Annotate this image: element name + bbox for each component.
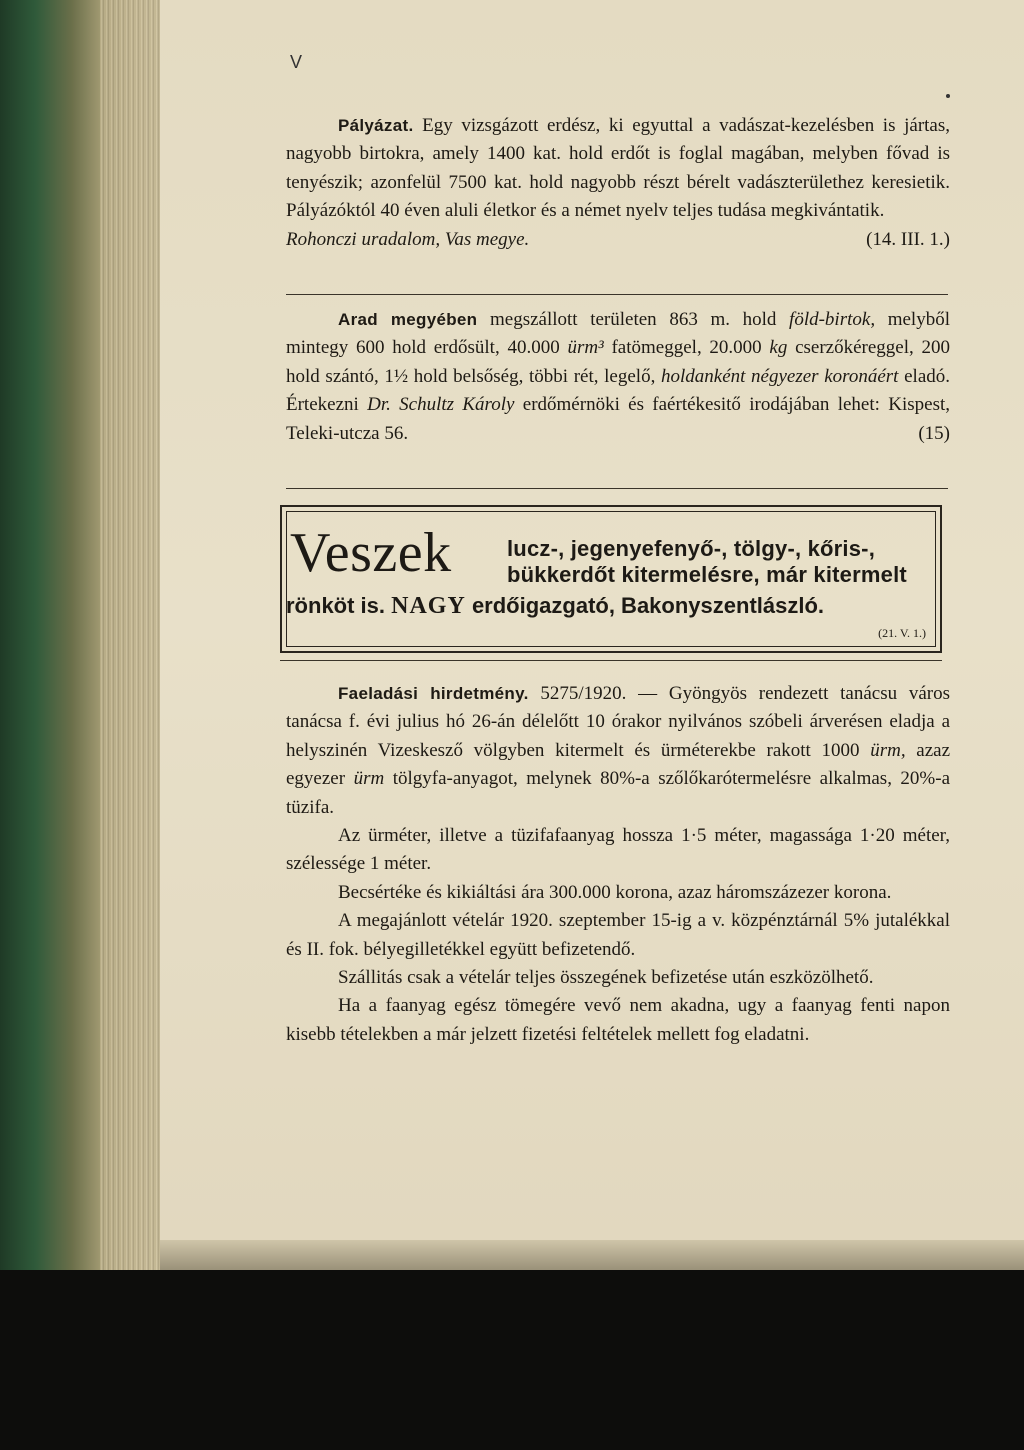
notice-palyazat xyxy=(286,112,950,254)
notice-arad-body-6: erdőmérnöki és faértékesitő irodájában lehet: Kispest, Teleki-utcza 56. xyxy=(286,394,950,444)
notice-faeladas-p1 xyxy=(286,680,950,822)
advert-line-1: lucz-, jegenyefenyő-, tölgy-, kőris-, xyxy=(507,536,876,561)
notice-faeladas-unit-1: ürm, xyxy=(870,739,906,761)
notice-faeladas-p2: Az ürméter, illetve a tüzifafaanyag hossza 1·5 méter, magassága 1·20 méter, szélessége 1 méter. xyxy=(286,825,950,875)
notice-palyazat-body: Egy vizsgázott erdész, ki egyuttal a vadászat-kezelésben is jártas, nagyobb birtokra, amely 1400 kat. hold erdőt is foglal magában, melyben fővad is tenyészik; azonfelül 7500 kat. hold nagyobb részt bérelt vadászterülethez keresietik. Pályázóktól 40 éven aluli életkor és a német nyelv teljes tudása megkivántatik. xyxy=(286,115,950,222)
notice-arad-contact-name: Dr. Schultz Károly xyxy=(367,394,515,416)
advert-line-3-start: rönköt is. xyxy=(286,593,386,618)
notice-faeladas-p6: Ha a faanyag egész tömegére vevő nem akadna, ugy a faanyag fenti napon kisebb tételekben a már jelzett fizetési feltételek mellett fog eladatni. xyxy=(286,995,950,1045)
notice-palyazat-lead: Pályázat. xyxy=(338,116,414,135)
notice-arad-date: (15) xyxy=(918,422,950,444)
notice-arad-unit-1: ürm³ xyxy=(567,337,604,359)
page-stack xyxy=(100,0,160,1270)
notice-arad-term: föld-birtok, xyxy=(789,309,876,330)
notice-arad-body-4: cserzőkéreggel, 200 hold szántó, 1½ hold belsőség, többi rét, legelő, xyxy=(286,337,951,387)
notice-arad-body-5: eladó. Értekezni xyxy=(286,365,951,416)
notice-faeladas-unit-2: ürm xyxy=(353,768,385,790)
notice-faeladas-lead: Faeladási hirdetmény. xyxy=(338,684,529,703)
page-marker: V xyxy=(290,52,303,72)
notice-palyazat-date: (14. III. 1.) xyxy=(866,228,950,250)
notice-faeladas-p5: Szállitás csak a vételár teljes összegének befizetése után eszközölhető. xyxy=(338,967,874,989)
notice-palyazat-text xyxy=(286,112,950,226)
notice-faeladas-p1-text-1: 5275/1920. — Gyöngyös rendezett tanácsu város tanácsa f. évi julius hó 26-án délelőtt 10 órakor nyilvános szóbeli árverésen eladja a helyszinén Vizeskesző völgyben kitermelt és ürméterekbe rakott 1000 xyxy=(286,683,950,761)
divider xyxy=(280,660,942,661)
notice-palyazat-footer xyxy=(286,226,950,254)
notice-arad xyxy=(286,306,950,448)
ink-dot xyxy=(946,94,950,98)
divider xyxy=(286,488,948,489)
notice-faeladas-p3: Becsértéke és kikiáltási ára 300.000 korona, azaz háromszázezer korona. xyxy=(338,881,892,903)
notice-arad-lead: Arad megyében xyxy=(338,310,478,329)
notice-faeladas xyxy=(286,680,950,1049)
advert-line-3-end: erdőigazgató, Bakonyszentlászló. xyxy=(471,593,825,618)
notice-arad-unit-2: kg xyxy=(769,337,788,359)
advert-title: Veszek xyxy=(290,522,452,584)
advert-box xyxy=(280,505,942,653)
notice-faeladas-p1-text-2: azaz egyezer xyxy=(286,739,951,790)
notice-arad-price: holdanként négyezer koronáért xyxy=(660,365,899,387)
notice-palyazat-signature: Rohonczi uradalom, Vas megye. xyxy=(286,228,530,250)
notice-faeladas-p4: A megajánlott vételár 1920. szeptember 15-ig a v. közpénztárnál 5% jutalékkal és II. fok. bélyegilletékkel együtt befizetendő. xyxy=(286,910,950,960)
advert-line-3 xyxy=(286,592,824,620)
notice-arad-body-3: fatömeggel, 20.000 xyxy=(611,337,762,359)
notice-faeladas-p1-text-3: tölgyfa-anyagot, melynek 80%-a szőlőkarótermelésre alkalmas, 20%-a tüzifa. xyxy=(286,768,951,818)
divider xyxy=(286,294,948,295)
advert-line-2: bükkerdőt kitermelésre, már kitermelt xyxy=(507,562,907,587)
notice-arad-text xyxy=(286,306,950,448)
advert-date: (21. V. 1.) xyxy=(878,626,926,640)
advert-name: NAGY xyxy=(391,593,466,619)
notice-arad-body-2: melyből mintegy 600 hold erdősült, 40.000 xyxy=(286,309,950,359)
page-edge xyxy=(160,1240,1024,1270)
notice-arad-body-1: megszállott területen 863 m. hold xyxy=(489,309,777,330)
